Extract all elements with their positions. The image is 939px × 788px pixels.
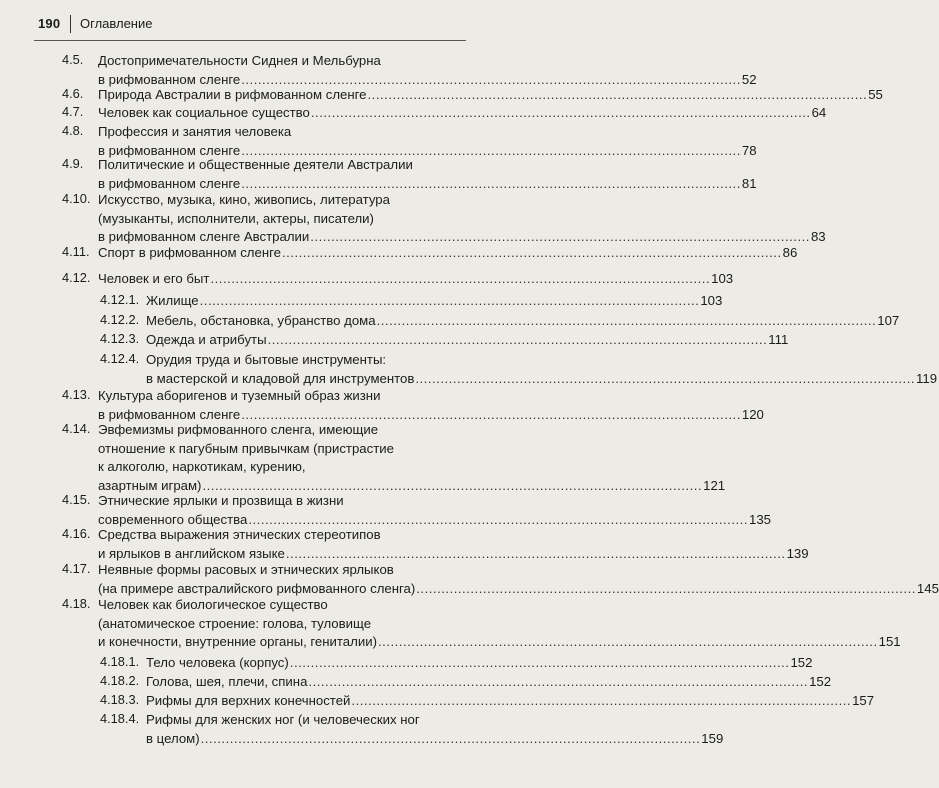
toc-entry-number: 4.18.1. [100, 654, 140, 669]
page-header [0, 0, 486, 46]
toc-entry-page: 81 [741, 175, 757, 191]
toc-entry-page: 145 [916, 580, 939, 596]
toc-entry-number: 4.9. [62, 156, 84, 171]
toc-entry-title-line: Человек как биологическое существо [98, 597, 328, 612]
toc-entry-page: 55 [868, 87, 883, 102]
dot-leader: ........................................................................................................................ [241, 406, 741, 422]
toc-entry-title-line: (на примере австралийского рифмованного сленга) [98, 580, 416, 596]
dot-leader: ........................................................................................................................ [289, 655, 790, 670]
toc-entry-title-line: Спорт в рифмованном сленге [98, 245, 281, 260]
toc-entry-title-line: в рифмованном сленге [98, 142, 241, 158]
toc-entry-page: 152 [809, 674, 832, 689]
toc-entry-page: 152 [790, 655, 813, 670]
toc-entry-title-line: Одежда и атрибуты [146, 332, 267, 347]
dot-leader: ........................................................................................................................ [285, 545, 786, 561]
toc-entry-title-line: Культура аборигенов и туземный образ жизни [98, 388, 381, 403]
toc-entry-page: 119 [916, 370, 938, 386]
toc-entry-page: 139 [786, 545, 809, 561]
toc-entry-title-line: (анатомическое строение: голова, туловище [98, 615, 372, 631]
toc-entry-page: 107 [877, 313, 900, 328]
toc-entry-number: 4.10. [62, 191, 91, 206]
toc-entry-page: 103 [700, 293, 723, 308]
toc-entry-page: 52 [741, 71, 757, 87]
dot-leader: ........................................................................................................................ [200, 730, 701, 746]
toc-entry-number: 4.7. [62, 104, 84, 119]
toc-entry-title-line: и ярлыков в английском языке [98, 545, 285, 561]
toc-entry-number: 4.12.4. [100, 351, 140, 366]
toc-entry-number: 4.11. [62, 244, 90, 259]
toc-entry-title-line: в целом) [146, 730, 200, 746]
toc-entry-title-line: Эвфемизмы рифмованного сленга, имеющие [98, 422, 379, 437]
toc-entry-title-line: Средства выражения этнических стереотипов [98, 527, 381, 542]
dot-leader: ........................................................................................................................ [267, 332, 768, 347]
toc-entry-number: 4.18.2. [100, 673, 140, 688]
toc-entry-title-line: Человек и его быт [98, 271, 210, 286]
toc-entry-title-line: Мебель, обстановка, убранство дома [146, 313, 376, 328]
toc-entry-title-line: Профессия и занятия человека [98, 124, 292, 139]
toc-entry-number: 4.12.1. [100, 292, 140, 307]
dot-leader: ........................................................................................................................ [199, 293, 700, 308]
toc-entry-title-line: в рифмованном сленге [98, 175, 241, 191]
toc-entry-title-line: и конечности, внутренние органы, гениталии) [98, 634, 377, 649]
toc-entry-title-line: Искусство, музыка, кино, живопись, литература [98, 192, 390, 207]
toc-entry-page: 103 [711, 271, 734, 286]
dot-leader: ........................................................................................................................ [241, 71, 741, 87]
toc-entry-number: 4.16. [62, 526, 91, 541]
toc-entry-title-line: в рифмованном сленге Австралии [98, 229, 310, 244]
dot-leader: ........................................................................................................................ [241, 175, 741, 191]
toc-entry-title-line: Политические и общественные деятели Австралии [98, 157, 413, 172]
dot-leader: ........................................................................................................................ [376, 313, 877, 328]
toc-entry-number: 4.14. [62, 421, 91, 436]
toc-entry-title-line: Рифмы для женских ног (и человеческих ног [146, 712, 420, 727]
toc-entry-title-line: Неявные формы расовых и этнических ярлыков [98, 562, 394, 577]
dot-leader: ........................................................................................................................ [248, 511, 748, 527]
toc-entry-title-line: к алкоголю, наркотикам, курению, [98, 459, 306, 474]
toc-entry-number: 4.12. [62, 270, 91, 285]
toc-entry-number: 4.18.4. [100, 711, 140, 726]
dot-leader: ........................................................................................................................ [241, 142, 741, 158]
toc-entry-title-line: (музыканты, исполнители, актеры, писатели) [98, 210, 374, 226]
dot-leader: ........................................................................................................................ [351, 693, 852, 708]
dot-leader: ........................................................................................................................ [308, 674, 809, 689]
toc-entry-title-line: Голова, шея, плечи, спина [146, 674, 308, 689]
toc-entry-page: 120 [741, 406, 764, 422]
toc-entry-page: 157 [852, 693, 875, 708]
toc-entry-number: 4.12.2. [100, 312, 140, 327]
dot-leader: ........................................................................................................................ [281, 245, 782, 260]
toc-entry-number: 4.8. [62, 123, 84, 138]
toc-entry-page: 159 [701, 730, 724, 746]
toc-entry-title-line: в рифмованном сленге [98, 406, 241, 422]
toc-entry-title-line: Жилище [146, 293, 199, 308]
page-number: 190 [38, 16, 61, 31]
dot-leader: ........................................................................................................................ [415, 370, 916, 386]
toc-entry-title-line: Достопримечательности Сиднея и Мельбурна [98, 53, 381, 68]
toc-entry-number: 4.12.3. [100, 331, 140, 346]
toc-entry-number: 4.13. [62, 387, 91, 402]
toc-entry-title-line: отношение к пагубным привычкам (пристрастие [98, 440, 394, 456]
toc-entry-number: 4.5. [62, 52, 84, 67]
toc-entry-number: 4.6. [62, 86, 84, 101]
toc-entry-title-line: Природа Австралии в рифмованном сленге [98, 87, 367, 102]
toc-entry-page: 121 [703, 477, 726, 493]
toc-entry-title-line: Этнические ярлыки и прозвища в жизни [98, 493, 344, 508]
toc-entry-number: 4.15. [62, 492, 91, 507]
toc-entry-page: 151 [878, 634, 901, 649]
toc-entry-number: 4.18.3. [100, 692, 140, 707]
toc-entry-page: 78 [741, 142, 757, 158]
toc-entry-title-line: Тело человека (корпус) [146, 655, 289, 670]
dot-leader: ........................................................................................................................ [367, 87, 868, 102]
toc-entry-title-line: в рифмованном сленге [98, 71, 241, 87]
toc-entry-number: 4.18. [62, 596, 91, 611]
dot-leader: ........................................................................................................................ [377, 634, 878, 649]
toc-entry-title-line: Орудия труда и бытовые инструменты: [146, 352, 387, 367]
toc-entry-page: 64 [811, 105, 827, 120]
dot-leader: ........................................................................................................................ [416, 580, 916, 596]
toc-entry-page: 86 [782, 245, 798, 260]
dot-leader: ........................................................................................................................ [310, 229, 810, 244]
toc-entry-page: 111 [768, 332, 789, 347]
toc-entry-number: 4.17. [62, 561, 91, 576]
toc-entry-page: 135 [749, 511, 772, 527]
toc-entry-page: 83 [810, 229, 826, 244]
toc-entry-title-line: Человек как социальное существо [98, 105, 310, 120]
section-title: Оглавление [80, 16, 153, 31]
header-separator [70, 15, 71, 33]
toc-entry-title-line: современного общества [98, 511, 248, 527]
toc-entry-title-line: в мастерской и кладовой для инструментов [146, 370, 415, 386]
toc-entry-title-line: Рифмы для верхних конечностей [146, 693, 351, 708]
dot-leader: ........................................................................................................................ [310, 105, 811, 120]
dot-leader: ........................................................................................................................ [210, 271, 711, 286]
toc-entry-title-line: азартным играм) [98, 477, 202, 493]
dot-leader: ........................................................................................................................ [202, 477, 703, 493]
header-rule [34, 40, 466, 41]
